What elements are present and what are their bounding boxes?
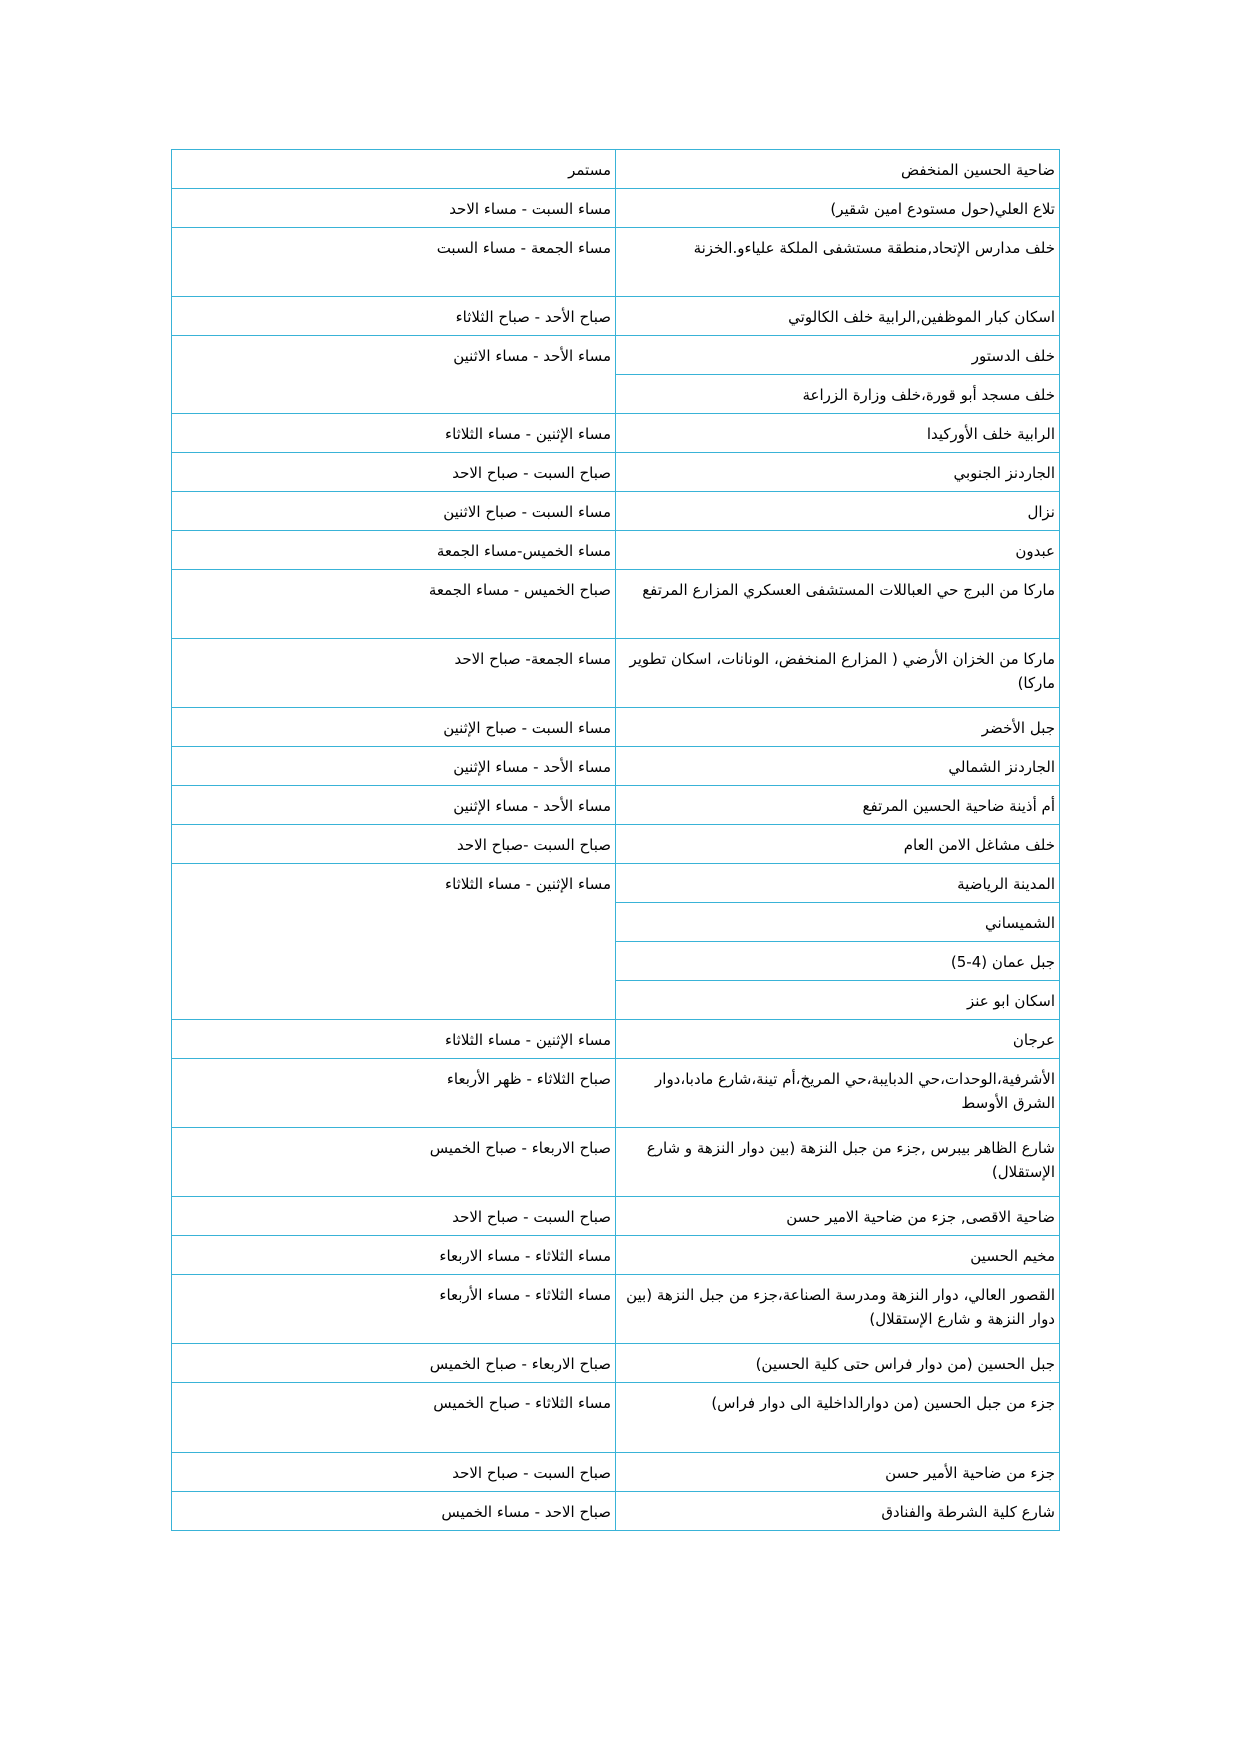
area-cell: ماركا من الخزان الأرضي ( المزارع المنخفض، الونانات، اسكان تطوير ماركا) — [616, 639, 1060, 708]
table-row — [172, 639, 1060, 708]
area-cell: شارع الظاهر بيبرس ,جزء من جبل النزهة (بين دوار النزهة و شارع الإستقلال) — [616, 1128, 1060, 1197]
time-cell: مساء الأحد - مساء الإثنين — [172, 786, 616, 825]
table-row — [172, 492, 1060, 531]
area-cell: الجاردنز الجنوبي — [616, 453, 1060, 492]
time-cell: مساء السبت - صباح الإثنين — [172, 708, 616, 747]
time-cell: مساء الثلاثاء - صباح الخميس — [172, 1383, 616, 1453]
area-cell: تلاع العلي(حول مستودع امين شقير) — [616, 189, 1060, 228]
time-cell: مساء الجمعة- صباح الاحد — [172, 639, 616, 708]
area-cell: الأشرفية،الوحدات،حي الدبايبة،حي المريخ،أم تينة،شارع مادبا،دوار الشرق الأوسط — [616, 1059, 1060, 1128]
table-row — [172, 531, 1060, 570]
area-cell: جزء من ضاحية الأمير حسن — [616, 1453, 1060, 1492]
time-cell: مساء الخميس-مساء الجمعة — [172, 531, 616, 570]
table-row — [172, 453, 1060, 492]
time-cell: مساء الإثنين - مساء الثلاثاء — [172, 1020, 616, 1059]
area-cell: جزء من جبل الحسين (من دوارالداخلية الى دوار فراس) — [616, 1383, 1060, 1453]
time-cell: مساء الثلاثاء - مساء الأربعاء — [172, 1275, 616, 1344]
area-cell: خلف مشاغل الامن العام — [616, 825, 1060, 864]
area-cell: اسكان كبار الموظفين,الرابية خلف الكالوتي — [616, 297, 1060, 336]
table-row — [172, 414, 1060, 453]
time-cell: صباح الاربعاء - صباح الخميس — [172, 1344, 616, 1383]
area-cell: خلف مدارس الإتحاد,منطقة مستشفى الملكة علياءو.الخزنة — [616, 228, 1060, 297]
time-cell: مساء السبت - صباح الاثنين — [172, 492, 616, 531]
table-row — [172, 825, 1060, 864]
time-cell: مساء الأحد - مساء الاثنين — [172, 336, 616, 414]
table-row — [172, 1492, 1060, 1531]
area-cell: ضاحية الحسين المنخفض — [616, 150, 1060, 189]
table-row — [172, 189, 1060, 228]
time-cell: صباح الثلاثاء - ظهر الأربعاء — [172, 1059, 616, 1128]
area-cell: أم أذينة ضاحية الحسين المرتفع — [616, 786, 1060, 825]
time-cell: مساء الأحد - مساء الإثنين — [172, 747, 616, 786]
table-row — [172, 747, 1060, 786]
time-cell: صباح الخميس - مساء الجمعة — [172, 570, 616, 639]
table-row — [172, 336, 1060, 375]
time-cell: صباح السبت - صباح الاحد — [172, 453, 616, 492]
table-row — [172, 1453, 1060, 1492]
table-row — [172, 1344, 1060, 1383]
table-row — [172, 708, 1060, 747]
table-row — [172, 1275, 1060, 1344]
table-row — [172, 570, 1060, 639]
time-cell: صباح السبت - صباح الاحد — [172, 1453, 616, 1492]
time-cell: مساء الإثنين - مساء الثلاثاء — [172, 414, 616, 453]
area-cell: جبل الأخضر — [616, 708, 1060, 747]
area-cell: ماركا من البرج حي العباللات المستشفى العسكري المزارع المرتفع — [616, 570, 1060, 639]
table-row — [172, 1059, 1060, 1128]
area-cell: المدينة الرياضية — [616, 864, 1060, 903]
area-cell: ضاحية الاقصى, جزء من ضاحية الامير حسن — [616, 1197, 1060, 1236]
table-row — [172, 228, 1060, 297]
area-cell: اسكان ابو عنز — [616, 981, 1060, 1020]
time-cell: مساء الإثنين - مساء الثلاثاء — [172, 864, 616, 1020]
table-row — [172, 786, 1060, 825]
area-cell: الشميساني — [616, 903, 1060, 942]
area-cell: الجاردنز الشمالي — [616, 747, 1060, 786]
time-cell: صباح الأحد - صباح الثلاثاء — [172, 297, 616, 336]
table-row — [172, 1197, 1060, 1236]
table-row — [172, 1128, 1060, 1197]
area-cell: عبدون — [616, 531, 1060, 570]
area-cell: خلف مسجد أبو قورة،خلف وزارة الزراعة — [616, 375, 1060, 414]
table-row — [172, 1383, 1060, 1453]
time-cell: صباح الاحد - مساء الخميس — [172, 1492, 616, 1531]
area-cell: شارع كلية الشرطة والفنادق — [616, 1492, 1060, 1531]
time-cell: صباح السبت -صباح الاحد — [172, 825, 616, 864]
time-cell: مستمر — [172, 150, 616, 189]
table-row — [172, 864, 1060, 903]
area-cell: عرجان — [616, 1020, 1060, 1059]
time-cell: صباح الاربعاء - صباح الخميس — [172, 1128, 616, 1197]
area-cell: جبل عمان (4-5) — [616, 942, 1060, 981]
time-cell: مساء السبت - مساء الاحد — [172, 189, 616, 228]
table-row — [172, 297, 1060, 336]
area-cell: القصور العالي، دوار النزهة ومدرسة الصناعة،جزء من جبل النزهة (بين دوار النزهة و شارع الإستقلال) — [616, 1275, 1060, 1344]
schedule-table — [171, 149, 1060, 1531]
time-cell: مساء الثلاثاء - مساء الاربعاء — [172, 1236, 616, 1275]
table-row — [172, 150, 1060, 189]
time-cell: صباح السبت - صباح الاحد — [172, 1197, 616, 1236]
area-cell: الرابية خلف الأوركيدا — [616, 414, 1060, 453]
time-cell: مساء الجمعة - مساء السبت — [172, 228, 616, 297]
table-row — [172, 1020, 1060, 1059]
area-cell: نزال — [616, 492, 1060, 531]
area-cell: خلف الدستور — [616, 336, 1060, 375]
area-cell: جبل الحسين (من دوار فراس حتى كلية الحسين) — [616, 1344, 1060, 1383]
table-row — [172, 1236, 1060, 1275]
area-cell: مخيم الحسين — [616, 1236, 1060, 1275]
